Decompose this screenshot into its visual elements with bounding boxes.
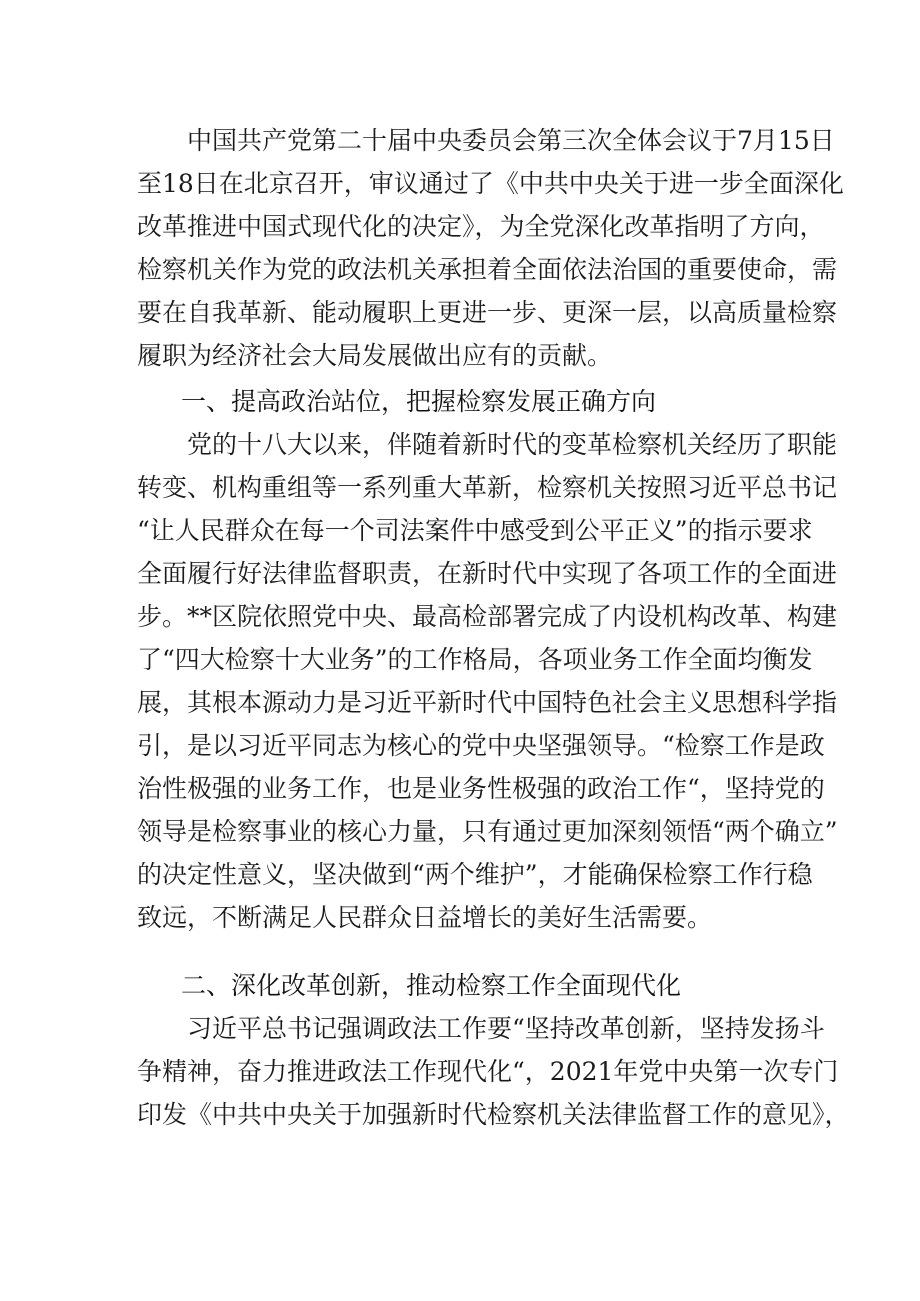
intro-line: 履职为经济社会大局发展做出应有的贡献。 — [137, 341, 613, 370]
section-2-line: 习近平总书记强调政法工作要“坚持改革创新，坚持发扬斗 — [187, 1014, 825, 1043]
section-1-line: 步。**区院依照党中央、最高检部署完成了内设机构改革、构建 — [137, 602, 838, 631]
section-1-line: 全面履行好法律监督职责，在新时代中实现了各项工作的全面进 — [137, 559, 838, 588]
intro-line: 至18日在北京召开，审议通过了《中共中央关于进一步全面深化 — [137, 169, 844, 198]
section-1-line: 了“四大检察十大业务”的工作格局，各项业务工作全面均衡发 — [137, 645, 813, 674]
section-1-line: 的决定性意义，坚决做到“两个维护”，才能确保检察工作行稳 — [137, 860, 813, 889]
intro-line: 检察机关作为党的政法机关承担着全面依法治国的重要使命，需 — [137, 255, 838, 284]
section-1-line: 治性极强的业务工作，也是业务性极强的政治工作“，坚持党的 — [137, 774, 825, 803]
section-2-line: 争精神，奋力推进政法工作现代化“，2021年党中央第一次专门 — [137, 1057, 839, 1086]
section-1-line: 致远，不断满足人民群众日益增长的美好生活需要。 — [137, 903, 713, 932]
section-2-line: 印发《中共中央关于加强新时代检察机关法律监督工作的意见》， — [137, 1100, 850, 1129]
section-1-heading: 一、提高政治站位，把握检察发展正确方向 — [181, 387, 657, 416]
section-2-heading: 二、深化改革创新，推动检察工作全面现代化 — [181, 971, 682, 1000]
section-1-line: 展，其根本源动力是习近平新时代中国特色社会主义思想科学指 — [137, 688, 838, 717]
section-1-line: 党的十八大以来，伴随着新时代的变革检察机关经历了职能 — [187, 430, 838, 459]
intro-line: 改革推进中国式现代化的决定》，为全党深化改革指明了方向， — [137, 212, 825, 241]
intro-line: 中国共产党第二十届中央委员会第三次全体会议于7月15日 — [187, 126, 835, 155]
section-1-line: 引，是以习近平同志为核心的党中央坚强领导。“检察工作是政 — [137, 731, 825, 760]
section-1-line: 领导是检察事业的核心力量，只有通过更加深刻领悟“两个确立” — [137, 817, 838, 846]
section-1-line: “让人民群众在每一个司法案件中感受到公平正义”的指示要求 — [137, 516, 813, 545]
section-1-line: 转变、机构重组等一系列重大革新，检察机关按照习近平总书记 — [137, 473, 838, 502]
intro-line: 要在自我革新、能动履职上更进一步、更深一层，以高质量检察 — [137, 298, 838, 327]
